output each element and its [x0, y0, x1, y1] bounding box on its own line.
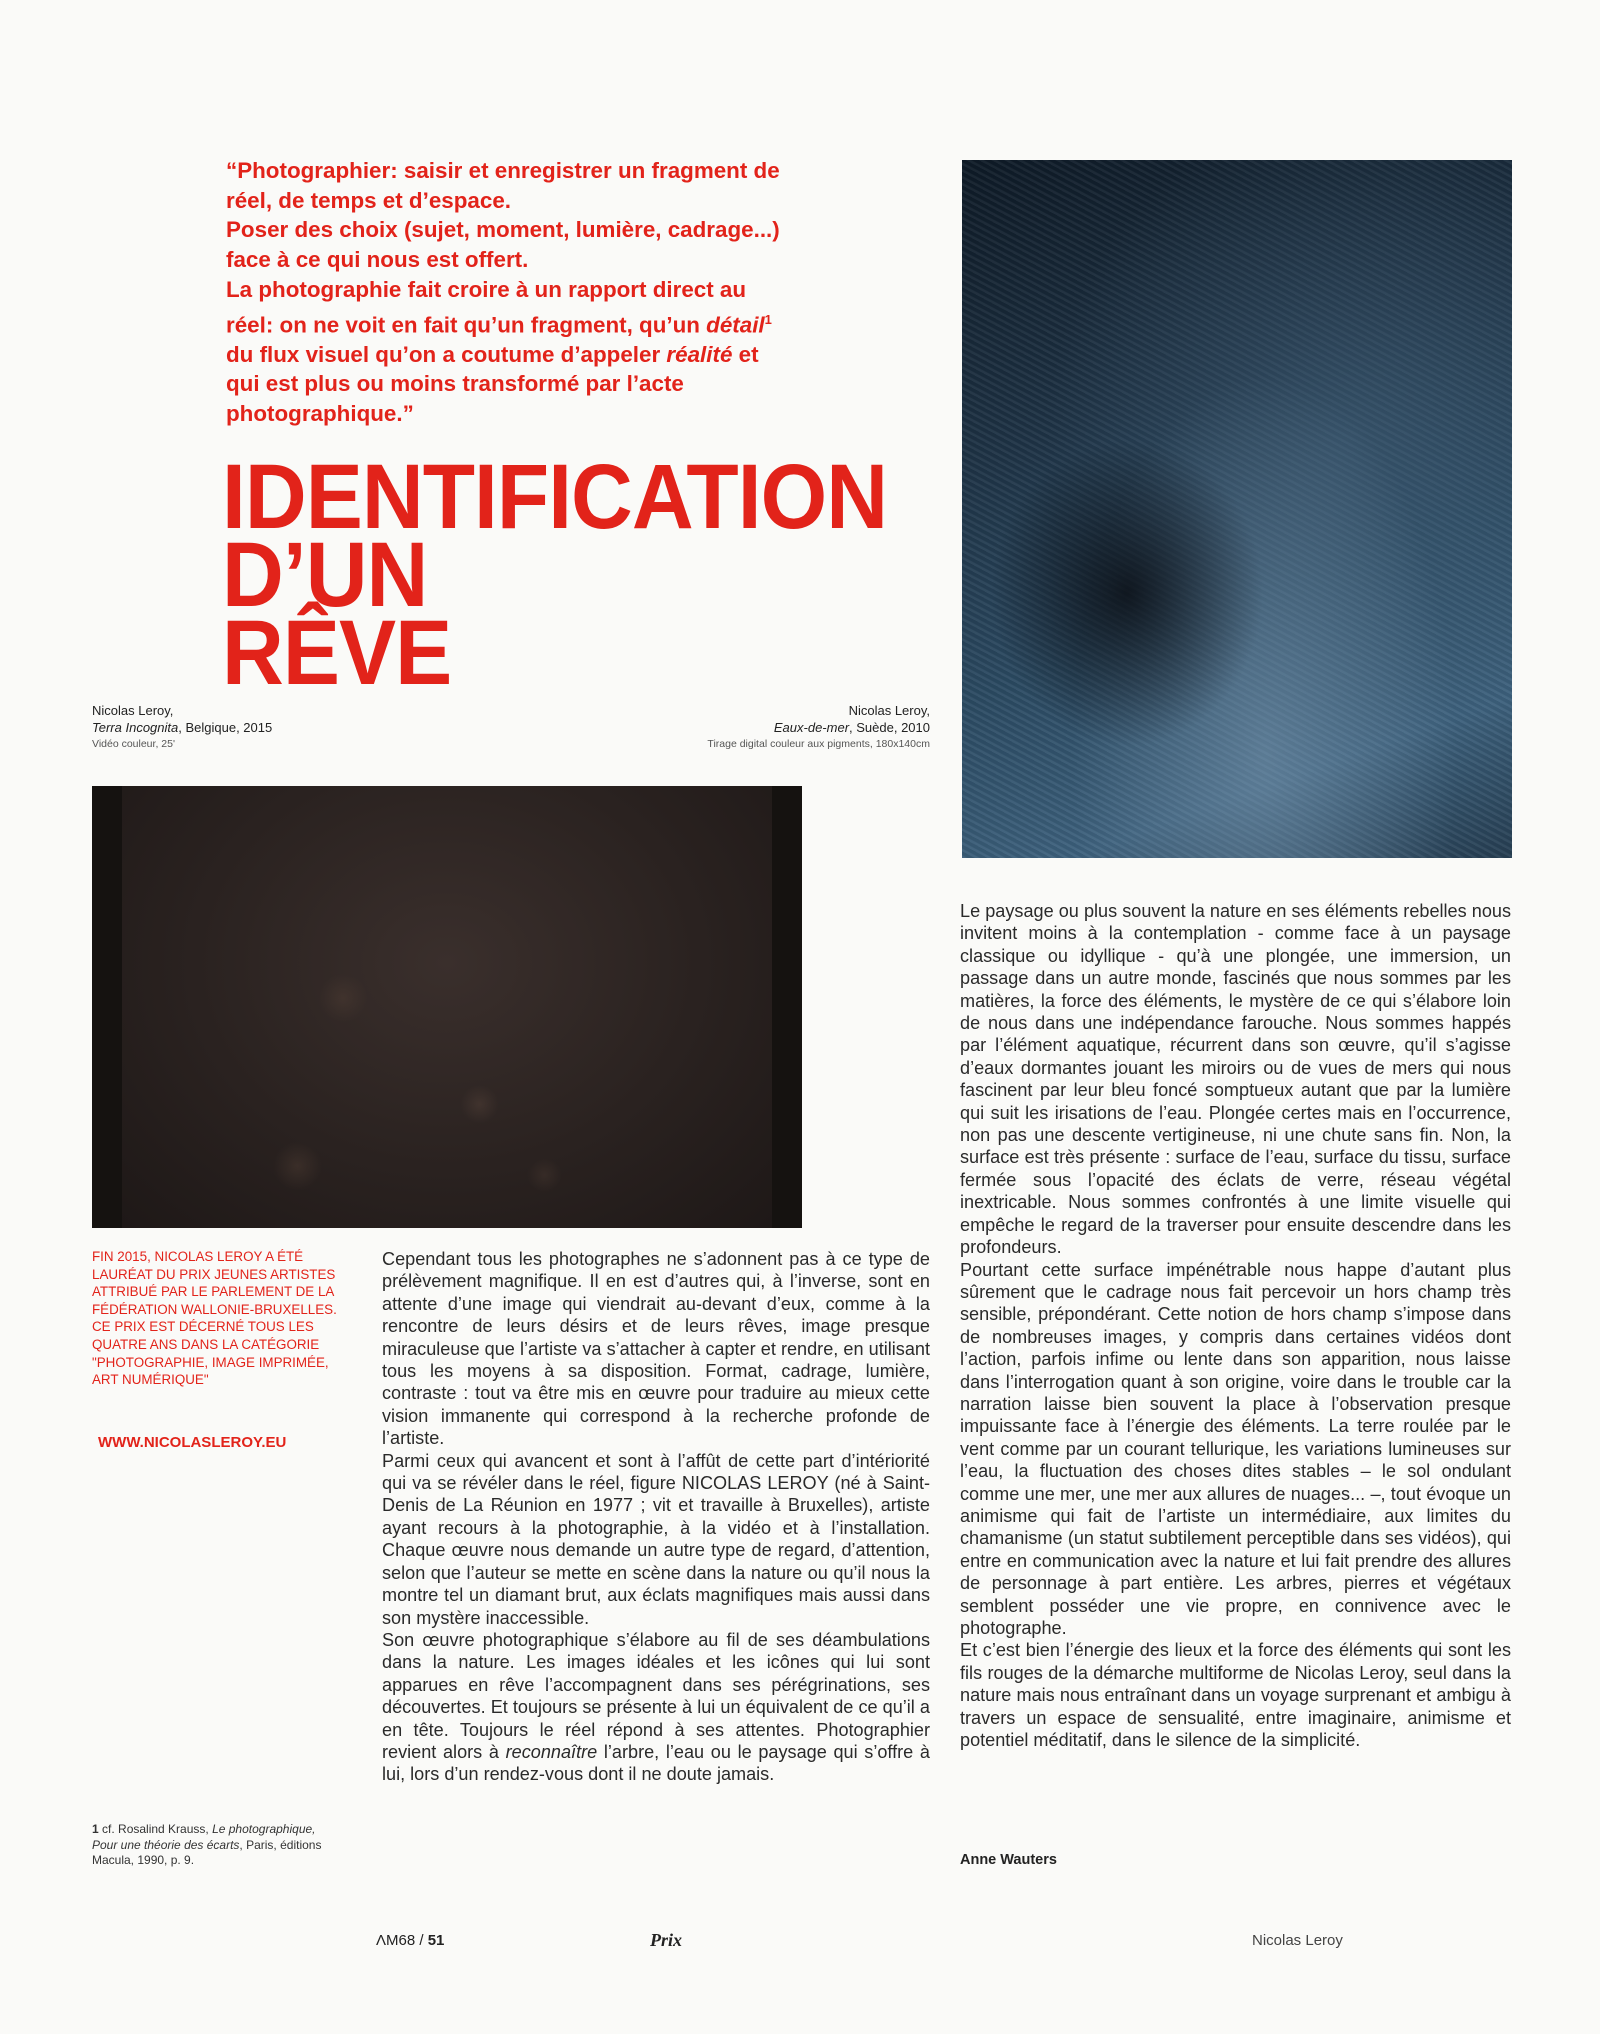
quote-text: du flux visuel qu’on a coutume d’appeler	[226, 341, 667, 367]
body-paragraph: Cependant tous les photographes ne s’adonnent pas à ce type de prélèvement magnifique. Il en est d’autres qui, à l’inverse, sont en attente d’une image qui viendrait au-devant d’eux, comme à la rencontre de leurs désirs et de leurs rêves, image presque miraculeuse que l’artiste va s’attacher à capter et rendre, en utilisant tous les moyens à sa disposition. Format, cadrage, lumière, contraste : tout va être mis en œuvre pour traduire au mieux cette vision immanente qui correspond à la recherche profonde de l’artiste.	[382, 1249, 930, 1449]
footer-section: Prix	[650, 1930, 683, 1950]
quote-text: La photographie fait croire à un rapport direct au réel: on ne voit en fait qu’un fragment, qu’un	[226, 276, 747, 337]
quote-line-2: Poser des choix (sujet, moment, lumière, cadrage...) face à ce qui nous est offert.	[226, 217, 780, 273]
body-paragraph: Parmi ceux qui avancent et sont à l’affût de cette part d’intériorité qui va se révéler dans le réel, figure NICOLAS LEROY (né à Saint-Denis de La Réunion en 1977 ; vit et travaille à Bruxelles), artiste ayant recours à la photographie, à la vidéo et à l’installation. Chaque œuvre nous demande un autre type de regard, d’attention, selon que l’auteur se mette en scène dans la nature ou qu’il nous la montre tel un diamant brut, aux éclats magnifiques mais aussi dans son mystère inaccessible.	[382, 1450, 930, 1628]
quote-line-3	[226, 275, 786, 429]
author-byline: Anne Wauters	[960, 1852, 1057, 1868]
caption-work-line	[92, 719, 392, 736]
body-paragraph	[382, 1629, 930, 1786]
caption-place: , Suède, 2010	[849, 720, 930, 735]
quote-emphasis-realite: réalité	[666, 341, 733, 367]
body-emphasis: reconnaître	[505, 1741, 598, 1762]
quote-line-1: “Photographier: saisir et enregistrer un fragment de réel, de temps et d’espace.	[226, 158, 780, 213]
photo-eaux-de-mer	[962, 160, 1512, 858]
body-column-middle	[382, 1248, 930, 1786]
body-paragraph: Le paysage ou plus souvent la nature en ses éléments rebelles nous invitent moins à la contemplation - comme face à un paysage classique ou idyllique - qu’à une plongée, une immersion, un passage dans un autre monde, fascinés que nous sommes par les matières, la force des éléments, le mystère de ce qui s’élabore loin de nous dans une indépendance farouche. Nous sommes happés par l’élément aquatique, récurrent dans son œuvre, qu’il s’agisse d’eaux dormantes jouant les miroirs ou de vues de mers qui nous fascinent par leur bleu foncé somptueux autant que par la lumière qui suit les irisations de l’eau. Plongée certes mais en l’occurrence, non pas une descente vertigineuse, ni une chute sans fin. Non, la surface est très présente : surface de l’eau, surface du tissu, surface fermée sous l’opacité des éclats de verre, réseau végétal inextricable. Nous sommes confrontés à une limite visuelle qui empêche le regard de la traverser pour ensuite descendre dans les profondeurs.	[960, 901, 1511, 1258]
body-paragraph: Pourtant cette surface impénétrable nous happe d’autant plus sûrement que le cadrage nous fait percevoir un hors champ très sensible, prépondérant. Cette notion de hors champ s’impose dans de nombreuses images, y compris dans certaines vidéos dont l’action, parfois infime ou lente dans son apparition, nous laisse dans l’interrogation quant à son origine, voire dans le trouble car la narration laisse bien souvent la place à l’observation presque impuissante face à l’énergie des éléments. La terre roulée par le vent comme par un courant tellurique, les variations lumineuses sur l’eau, la fluctuation des choses dites stables – le sol ondulant comme une mer, une mer aux allures de nuages... –, tout évoque un animisme qui fait de l’artiste un intermédiaire, aux limites du chamanisme (un statut subtilement perceptible dans ses vidéos), qui entre en communication avec la nature et lui fait prendre des allures de personnage à part entière. Les arbres, pierres et végétaux semblent posséder une vie propre, en connivence avec le photographe.	[960, 1259, 1511, 1638]
caption-place: , Belgique, 2015	[178, 720, 273, 735]
footer-separator: /	[415, 1932, 428, 1949]
caption-artist: Nicolas Leroy,	[92, 703, 174, 718]
footer-artist: Nicolas Leroy	[1252, 1932, 1343, 1949]
footnote-book-title: Le photographique, Pour une théorie des écarts	[92, 1822, 316, 1852]
title-line-1: IDENTIFICATION	[222, 446, 888, 548]
footnote-ref: 1	[764, 311, 772, 327]
title-line-3: RÊVE	[222, 602, 452, 704]
caption-medium: Vidéo couleur, 25'	[92, 738, 175, 750]
body-column-right	[960, 900, 1511, 1751]
caption-work-line	[620, 719, 930, 736]
footer-page-number	[376, 1932, 444, 1949]
caption-work-title: Terra Incognita	[92, 720, 179, 735]
magazine-issue: ΛM68	[376, 1932, 416, 1949]
quote-text: et qui est plus ou moins transformé par l’acte photographique.”	[226, 341, 759, 427]
body-text: Son œuvre photographique s’élabore au fil de ses déambulations dans la nature. Les images idéales et les icônes qui lui sont apparues en rêve l’accompagnent dans ses pérégrinations, ses découvertes. Et toujours se présente à lui un équivalent de ce qu’il a en tête. Toujours le réel répond à ses attentes. Photographier revient alors à	[382, 1629, 930, 1762]
body-paragraph: Et c’est bien l’énergie des lieux et la force des éléments qui sont les fils rouges de la démarche multiforme de Nicolas Leroy, seul dans la nature mais nous entraînant dans un voyage surprenant et ambigu à travers un espace de sensualité, entre imaginaire, animisme et potentiel méditatif, dans le silence de la simplicité.	[960, 1640, 1511, 1751]
photo-terra-incognita-frame	[122, 786, 772, 1228]
title-line-2: D’UN	[222, 524, 428, 626]
footnote-text: cf. Rosalind Krauss,	[98, 1822, 213, 1836]
caption-eaux-de-mer	[620, 702, 930, 753]
pull-quote	[226, 156, 786, 429]
footnote	[92, 1822, 337, 1869]
footnote-text: , Paris, éditions Macula, 1990, p. 9.	[92, 1837, 322, 1867]
page-number: 51	[427, 1932, 445, 1949]
sidebar-prize-info: FIN 2015, NICOLAS LEROY A ÉTÉ LAURÉAT DU PRIX JEUNES ARTISTES ATTRIBUÉ PAR LE PARLEMENT DE LA FÉDÉRATION WALLONIE-BRUXELLES. CE PRIX EST DÉCERNÉ TOUS LES QUATRE ANS DANS LA CATÉGORIE "PHOTOGRAPHIE, IMAGE IMPRIMÉE, ART NUMÉRIQUE"	[92, 1249, 337, 1388]
photo-terra-incognita	[92, 786, 802, 1228]
quote-emphasis-detail: détail	[706, 311, 765, 337]
article-title	[222, 446, 929, 704]
caption-terra-incognita	[92, 702, 392, 753]
caption-medium: Tirage digital couleur aux pigments, 180x140cm	[707, 738, 930, 750]
caption-artist: Nicolas Leroy,	[848, 703, 930, 718]
footnote-number: 1	[92, 1822, 99, 1836]
website-link[interactable]: WWW.NICOLASLEROY.EU	[98, 1434, 287, 1451]
body-text: l’arbre, l’eau ou le paysage qui s’offre à lui, lors d’un rendez-vous dont il ne doute jamais.	[382, 1741, 930, 1785]
caption-work-title: Eaux-de-mer	[773, 720, 850, 735]
